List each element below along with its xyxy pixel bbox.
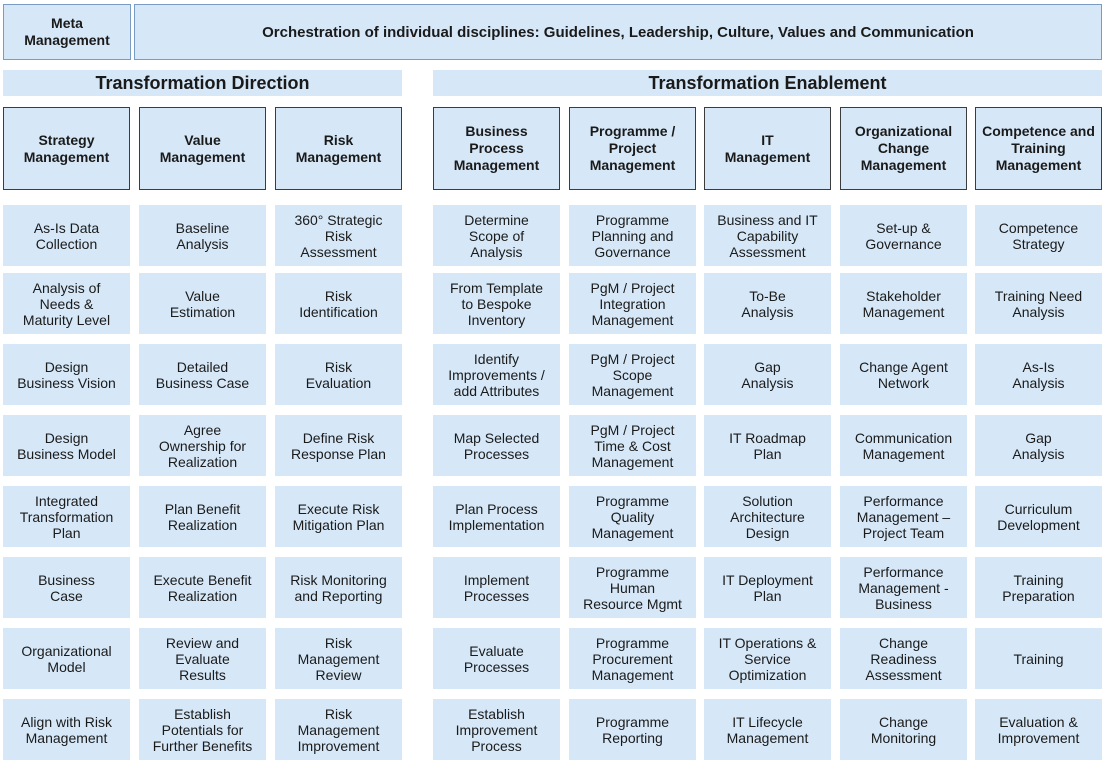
activity-strategy-management-7: Organizational Model (3, 628, 130, 689)
activity-strategy-management-8: Align with Risk Management (3, 699, 130, 760)
activity-risk-management-7: Risk Management Review (275, 628, 402, 689)
activity-business-process-management-2: From Template to Bespoke Inventory (433, 273, 560, 334)
activity-organizational-change-management-2: Stakeholder Management (840, 273, 967, 334)
activity-strategy-management-6: Business Case (3, 557, 130, 618)
column-header-programme-project-management: Programme / Project Management (569, 107, 696, 190)
activity-it-management-7: IT Operations & Service Optimization (704, 628, 831, 689)
activity-competence-and-training-management-8: Evaluation & Improvement (975, 699, 1102, 760)
activity-programme-project-management-6: Programme Human Resource Mgmt (569, 557, 696, 618)
column-header-business-process-management: Business Process Management (433, 107, 560, 190)
activity-programme-project-management-1: Programme Planning and Governance (569, 205, 696, 266)
activity-strategy-management-1: As-Is Data Collection (3, 205, 130, 266)
activity-risk-management-6: Risk Monitoring and Reporting (275, 557, 402, 618)
activity-strategy-management-3: Design Business Vision (3, 344, 130, 405)
activity-risk-management-2: Risk Identification (275, 273, 402, 334)
activity-it-management-6: IT Deployment Plan (704, 557, 831, 618)
activity-competence-and-training-management-2: Training Need Analysis (975, 273, 1102, 334)
activity-programme-project-management-4: PgM / Project Time & Cost Management (569, 415, 696, 476)
activity-value-management-8: Establish Potentials for Further Benefits (139, 699, 266, 760)
activity-it-management-3: Gap Analysis (704, 344, 831, 405)
activity-programme-project-management-3: PgM / Project Scope Management (569, 344, 696, 405)
activity-organizational-change-management-8: Change Monitoring (840, 699, 967, 760)
column-header-risk-management: Risk Management (275, 107, 402, 190)
activity-organizational-change-management-7: Change Readiness Assessment (840, 628, 967, 689)
activity-value-management-1: Baseline Analysis (139, 205, 266, 266)
activity-organizational-change-management-6: Performance Management - Business (840, 557, 967, 618)
activity-organizational-change-management-5: Performance Management – Project Team (840, 486, 967, 547)
activity-value-management-2: Value Estimation (139, 273, 266, 334)
activity-organizational-change-management-3: Change Agent Network (840, 344, 967, 405)
activity-value-management-5: Plan Benefit Realization (139, 486, 266, 547)
activity-it-management-1: Business and IT Capability Assessment (704, 205, 831, 266)
activity-it-management-2: To-Be Analysis (704, 273, 831, 334)
activity-programme-project-management-5: Programme Quality Management (569, 486, 696, 547)
activity-it-management-8: IT Lifecycle Management (704, 699, 831, 760)
activity-competence-and-training-management-4: Gap Analysis (975, 415, 1102, 476)
activity-business-process-management-1: Determine Scope of Analysis (433, 205, 560, 266)
column-header-strategy-management: Strategy Management (3, 107, 130, 190)
activity-business-process-management-7: Evaluate Processes (433, 628, 560, 689)
activity-competence-and-training-management-7: Training (975, 628, 1102, 689)
activity-it-management-5: Solution Architecture Design (704, 486, 831, 547)
activity-organizational-change-management-4: Communication Management (840, 415, 967, 476)
section-title-direction: Transformation Direction (3, 70, 402, 96)
activity-programme-project-management-2: PgM / Project Integration Management (569, 273, 696, 334)
activity-organizational-change-management-1: Set-up & Governance (840, 205, 967, 266)
activity-risk-management-8: Risk Management Improvement (275, 699, 402, 760)
activity-business-process-management-4: Map Selected Processes (433, 415, 560, 476)
activity-business-process-management-5: Plan Process Implementation (433, 486, 560, 547)
activity-it-management-4: IT Roadmap Plan (704, 415, 831, 476)
section-title-enablement: Transformation Enablement (433, 70, 1102, 96)
activity-business-process-management-8: Establish Improvement Process (433, 699, 560, 760)
activity-risk-management-4: Define Risk Response Plan (275, 415, 402, 476)
activity-value-management-6: Execute Benefit Realization (139, 557, 266, 618)
activity-business-process-management-3: Identify Improvements / add Attributes (433, 344, 560, 405)
activity-strategy-management-2: Analysis of Needs & Maturity Level (3, 273, 130, 334)
activity-risk-management-1: 360° Strategic Risk Assessment (275, 205, 402, 266)
column-header-competence-and-training-management: Competence and Training Management (975, 107, 1102, 190)
column-header-organizational-change-management: Organizational Change Management (840, 107, 967, 190)
activity-competence-and-training-management-6: Training Preparation (975, 557, 1102, 618)
activity-value-management-7: Review and Evaluate Results (139, 628, 266, 689)
activity-risk-management-3: Risk Evaluation (275, 344, 402, 405)
column-header-it-management: IT Management (704, 107, 831, 190)
activity-programme-project-management-8: Programme Reporting (569, 699, 696, 760)
activity-programme-project-management-7: Programme Procurement Management (569, 628, 696, 689)
activity-value-management-4: Agree Ownership for Realization (139, 415, 266, 476)
activity-strategy-management-5: Integrated Transformation Plan (3, 486, 130, 547)
activity-strategy-management-4: Design Business Model (3, 415, 130, 476)
meta-management-label: Meta Management (3, 4, 131, 60)
activity-risk-management-5: Execute Risk Mitigation Plan (275, 486, 402, 547)
meta-management-banner: Orchestration of individual disciplines: Guidelines, Leadership, Culture, Values and Communication (134, 4, 1102, 60)
activity-competence-and-training-management-3: As-Is Analysis (975, 344, 1102, 405)
activity-competence-and-training-management-1: Competence Strategy (975, 205, 1102, 266)
activity-competence-and-training-management-5: Curriculum Development (975, 486, 1102, 547)
activity-value-management-3: Detailed Business Case (139, 344, 266, 405)
column-header-value-management: Value Management (139, 107, 266, 190)
activity-business-process-management-6: Implement Processes (433, 557, 560, 618)
